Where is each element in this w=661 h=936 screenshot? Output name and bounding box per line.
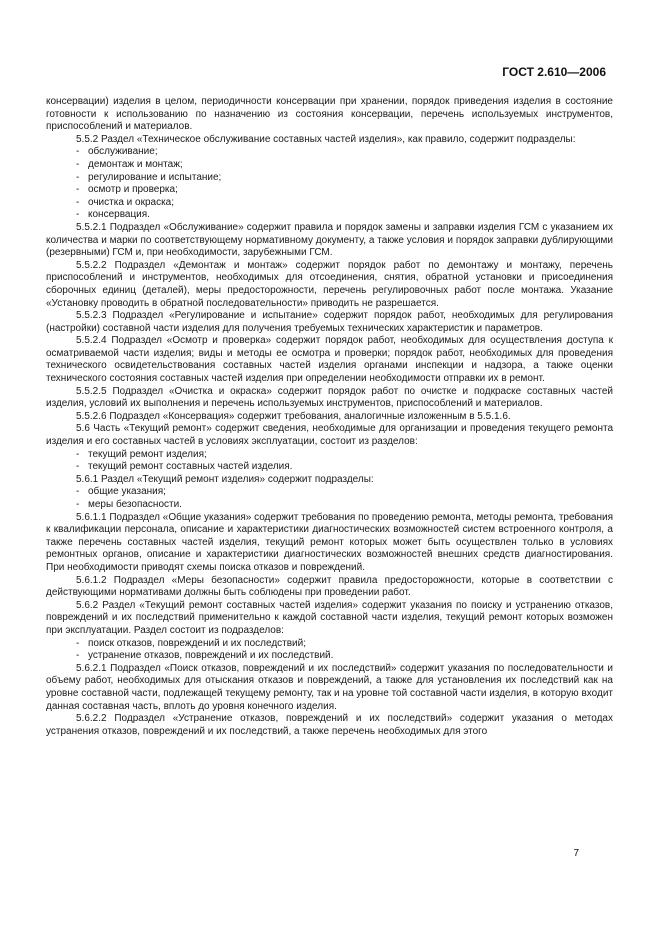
list-item bbox=[46, 209, 613, 222]
paragraph: 5.6.2.1 Подраздел «Поиск отказов, повреждений и их последствий» содержит указания по последовательности и объему работ, необходимых для отыскания отказов и повреждений, а также для установления их последствий как на уровне составной части, подлежащей текущему ремонту, так и на уровне той составной части изделия, в которую входит данная составная часть, вплоть до уровня конечного изделия. bbox=[46, 662, 613, 712]
list-item-text: обслуживание; bbox=[88, 146, 158, 158]
list-item-text: общие указания; bbox=[88, 486, 166, 498]
document-body bbox=[46, 96, 613, 738]
list-item bbox=[46, 499, 613, 512]
paragraph: консервации) изделия в целом, периодичности консервации при хранении, порядок приведения изделия в состояние готовности к использованию по назначению из состояния консервации, перечень используемых инструментов, приспособлений и материалов. bbox=[46, 96, 613, 133]
list-item-text: очистка и окраска; bbox=[88, 196, 175, 208]
paragraph: 5.5.2.1 Подраздел «Обслуживание» содержит правила и порядок замены и заправки изделия ГСМ с указанием их количества и марки по соответствующему нормативному документу, а также условия и порядок заправки дублирующими (резервными) ГСМ и, при необходимости, зарубежными ГСМ. bbox=[46, 221, 613, 259]
document-code-header: ГОСТ 2.610—2006 bbox=[502, 65, 606, 79]
list-item-text: поиск отказов, повреждений и их последствий; bbox=[88, 637, 307, 649]
paragraph: 5.6.1.1 Подраздел «Общие указания» содержит требования по проведению ремонта, методы ремонта, требования к квалификации персонала, описание и характеристики диагностических возможностей систем встроенного контроля, а также перечень составных частей изделия, текущий ремонт которых может быть осуществлен только в условиях ремонтных органов, описание и характеристики диагностических возможностей внешних средств диагностирования. При необходимости приводят схемы поиска отказов и повреждений. bbox=[46, 511, 613, 573]
list-dash: - bbox=[76, 486, 80, 498]
list-item bbox=[46, 197, 613, 210]
list-dash: - bbox=[76, 146, 80, 158]
list-item-text: демонтаж и монтаж; bbox=[88, 158, 183, 170]
list-dash: - bbox=[76, 184, 80, 196]
paragraph: 5.6.2.2 Подраздел «Устранение отказов, повреждений и их последствий» содержит указания о методах устранения отказов, повреждений и их последствий, а также перечень необходимых для этого bbox=[46, 713, 613, 737]
paragraph: 5.5.2.4 Подраздел «Осмотр и проверка» содержит порядок работ, необходимых для осуществления доступа к осматриваемой части изделия; виды и методы ее осмотра и проверки; порядок работ, необходимых для проведения технического освидетельствования составных частей изделия органами инспекции и надзора, а также оценки технического состояния составных частей изделия при определении необходимости отправки их в ремонт. bbox=[46, 335, 613, 385]
list-item bbox=[46, 184, 613, 197]
list-dash: - bbox=[76, 171, 80, 183]
paragraph: 5.6 Часть «Текущий ремонт» содержит сведения, необходимые для организации и проведения текущего ремонта изделия и его составных частей в условиях эксплуатации, состоит из разделов: bbox=[46, 423, 613, 448]
list-dash: - bbox=[76, 196, 80, 208]
list-item-text: осмотр и проверка; bbox=[88, 184, 178, 196]
paragraph: 5.5.2.6 Подраздел «Консервация» содержит требования, аналогичные изложенным в 5.5.1.6. bbox=[76, 410, 511, 422]
list-dash: - bbox=[76, 158, 80, 170]
list-dash: - bbox=[76, 461, 80, 473]
paragraph: 5.5.2.5 Подраздел «Очистка и окраска» содержит порядок работ по очистке и подкраске составных частей изделия, условий их выполнения и перечень используемых инструментов, приспособлений и материалов. bbox=[46, 385, 613, 410]
list-item bbox=[46, 650, 613, 663]
paragraph: 5.6.1.2 Подраздел «Меры безопасности» содержит правила предосторожности, которые в соответствии с действующими нормативами должны быть соблюдены при проведении работ. bbox=[46, 574, 613, 599]
paragraph: 5.6.1 Раздел «Текущий ремонт изделия» содержит подразделы: bbox=[76, 473, 374, 485]
page-number: 7 bbox=[573, 848, 579, 859]
list-item bbox=[46, 159, 613, 172]
list-item-text: текущий ремонт составных частей изделия. bbox=[88, 461, 293, 473]
list-item bbox=[46, 461, 613, 474]
list-item-text: устранение отказов, повреждений и их последствий. bbox=[88, 650, 334, 662]
paragraph: 5.6.2 Раздел «Текущий ремонт составных частей изделия» содержит указания по поиску и устранению отказов, повреждений и их последствий применительно к каждой составной части изделия, текущий ремонт которых возможен при эксплуатации. Раздел состоит из подразделов: bbox=[46, 599, 613, 636]
list-dash: - bbox=[76, 209, 80, 221]
list-item bbox=[46, 449, 613, 462]
list-item-text: меры безопасности. bbox=[88, 499, 182, 510]
list-item-text: текущий ремонт изделия; bbox=[88, 448, 207, 460]
list-item bbox=[46, 486, 613, 499]
paragraph: 5.5.2.2 Подраздел «Демонтаж и монтаж» содержит порядок работ по демонтажу и монтажу, перечень приспособлений и инструментов, необходимых для отсоединения, снятия, обратной установки и присоединения сборочных единиц (деталей), меры предосторожности, перечень регулировочных работ после монтажа. Указание «Установку проводить в обратной последовательности» приводить не разрешается. bbox=[46, 259, 613, 309]
list-dash: - bbox=[76, 499, 80, 510]
list-item-text: консервация. bbox=[88, 209, 150, 221]
list-dash: - bbox=[76, 650, 80, 662]
list-dash: - bbox=[76, 448, 80, 460]
paragraph: 5.5.2 Раздел «Техническое обслуживание составных частей изделия», как правило, содержит подразделы: bbox=[76, 133, 576, 145]
list-dash: - bbox=[76, 637, 80, 649]
list-item bbox=[46, 638, 613, 651]
paragraph: 5.5.2.3 Подраздел «Регулирование и испытание» содержит порядок работ, необходимых для регулирования (настройки) составной части изделия для получения требуемых технических характеристик и параметров. bbox=[46, 310, 613, 334]
list-item bbox=[46, 172, 613, 185]
list-item-text: регулирование и испытание; bbox=[88, 171, 222, 183]
list-item bbox=[46, 146, 613, 159]
